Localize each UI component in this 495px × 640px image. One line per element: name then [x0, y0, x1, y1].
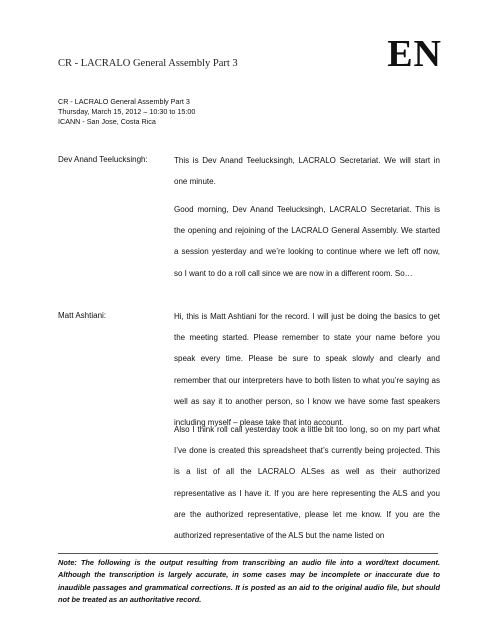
- speaker-name: Matt Ashtiani:: [58, 311, 107, 320]
- speaker-name: Dev Anand Teelucksingh:: [58, 155, 148, 164]
- header-title: CR - LACRALO General Assembly Part 3: [58, 58, 238, 69]
- meeting-location: ICANN - San Jose, Costa Rica: [58, 117, 156, 126]
- footer-divider: [58, 553, 438, 554]
- meeting-date: Thursday, March 15, 2012 – 10:30 to 15:00: [58, 107, 196, 116]
- footer-disclaimer: Note: The following is the output resulting from transcribing an audio file into a word/text document. Although the transcription is largely accurate, in some cases may be incomplete or inaccurate due to inaudible passages and grammatical corrections. It is posted as an aid to the original audio file, but should not be treated as an authoritative record.: [58, 558, 440, 605]
- transcript-paragraph: Also I think roll call yesterday took a little bit too long, so on my part what I’ve done is created this spreadsheet that’s currently being projected. This is a list of all the LACRALO ALSes as well as their authorized representative as I have it. If you are here representing the ALS and you are the authorized representative, please let me know. If you are the authorized representative of the ALS but the name listed on: [174, 425, 440, 541]
- language-badge: EN: [387, 33, 442, 75]
- meeting-title: CR - LACRALO General Assembly Part 3: [58, 97, 190, 106]
- transcript-paragraph: Good morning, Dev Anand Teelucksingh, LACRALO Secretariat. This is the opening and rejoining of the LACRALO General Assembly. We started a session yesterday and we’re looking to continue where we left off now, so I want to do a roll call since we are now in a different room. So…: [174, 205, 440, 278]
- page-header: [58, 33, 442, 78]
- transcript-paragraph: Hi, this is Matt Ashtiani for the record. I will just be doing the basics to get the meeting started. Please remember to state your name before you speak every time. Please be sure to speak slowly and clearly and remember that our interpreters have to both listen to what you’re saying as well as say it to another person, so I know we have some fast speakers including myself – please take that into account.: [174, 312, 440, 428]
- meeting-info: [58, 97, 195, 127]
- transcript-paragraph: This is Dev Anand Teelucksingh, LACRALO Secretariat. We will start in one minute.: [174, 156, 440, 187]
